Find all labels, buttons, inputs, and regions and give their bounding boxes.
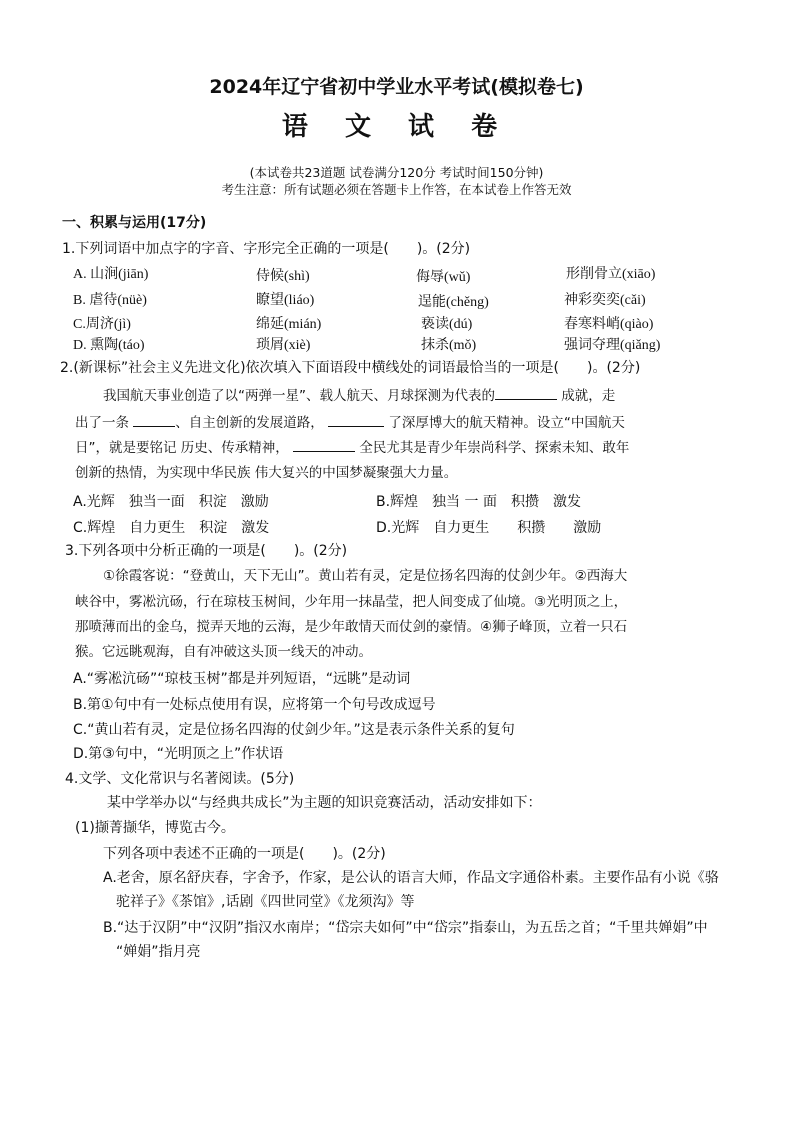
q1-row-d-col1: D. 熏陶(táo): [73, 338, 145, 353]
q3-passage-line: 那喷薄而出的金乌，搅弄天地的云海，是少年敢情天而仗剑的豪情。④狮子峰顶，立着一只石: [75, 619, 628, 635]
q1-row-d-col4: 强词夺理(qiǎng): [564, 338, 661, 353]
answer-blank: [133, 413, 175, 427]
q4-intro: 某中学举办以“与经典共成长”为主题的知识竞赛活动，活动安排如下：: [107, 795, 542, 811]
subject-title: 语 文 试 卷: [281, 112, 512, 142]
q4-option-b-line2: “婵娟”指月亮: [116, 944, 201, 960]
question-1-stem: 1.下列词语中加点字的字音、字形完全正确的一项是( )。(2分): [62, 241, 471, 257]
q1-row-b-col2: 瞭望(liáo): [256, 293, 315, 308]
q3-passage-line: 猴。它远眺观海，自有冲破这头顶一线天的冲动。: [75, 644, 372, 660]
q2-option-d: D.光辉 自力更生 积攒 激励: [376, 520, 602, 536]
q1-row-b-col4: 神彩奕奕(cǎi): [564, 293, 646, 308]
question-4-stem: 4.文学、文化常识与名著阅读。(5分): [65, 771, 295, 787]
question-2-stem: 2.(新课标”社会主义先进文化)依次填入下面语段中横线处的词语最恰当的一项是( )。(2分): [60, 360, 641, 376]
q4-option-b-line1: B.“达于汉阴”中“汉阴”指汉水南岸；“岱宗夫如何”中“岱宗”指泰山，为五岳之首；“千里共婵娟”中: [103, 920, 708, 936]
q1-row-a-col1: A. 山涧(jiān): [73, 267, 149, 282]
q2-option-a: A.光辉 独当一面 积淀 激励: [73, 494, 269, 510]
q1-row-c-col3: 亵读(dú): [421, 317, 473, 332]
q4-subquestion-1: (1)撷菁撷华，博览古今。: [75, 820, 235, 836]
question-3-stem: 3.下列各项中分析正确的一项是( )。(2分): [65, 543, 348, 559]
answer-blank: [328, 413, 384, 427]
exam-notice: 考生注意：所有试题必须在答题卡上作答，在本试卷上作答无效: [221, 182, 572, 197]
q2-passage-line: 创新的热情，为实现中华民族 伟大复兴的中国梦凝聚强大力量。: [75, 465, 458, 481]
q4-sub1-stem: 下列各项中表述不正确的一项是( )。(2分): [103, 846, 386, 862]
q3-option-c: C.“黄山若有灵，定是位扬名四海的仗剑少年。”这是表示条件关系的复句: [73, 722, 515, 738]
answer-blank: [293, 438, 355, 452]
section-heading: 一、积累与运用(17分): [62, 215, 207, 231]
q1-row-a-col2: 侍候(shì): [256, 269, 310, 284]
q3-passage-line: ①徐霞客说：“登黄山，天下无山”。黄山若有灵，定是位扬名四海的仗剑少年。②西海大: [103, 568, 628, 584]
answer-blank: [495, 386, 557, 400]
q1-row-c-col4: 春寒料峭(qiào): [564, 317, 654, 332]
q1-row-c-col2: 绵延(mián): [256, 317, 322, 332]
q1-row-b-col3: 逞能(chěng): [418, 295, 489, 310]
q3-option-a: A.“雾凇沆砀”“琼枝玉树”都是并列短语，“远眺”是动词: [73, 671, 411, 687]
q2-passage-line: 我国航天事业创造了以“两弹一星”、载人航天、月球探测为代表的 成就，走: [103, 388, 616, 404]
q3-passage-line: 峡谷中，雾凇沆砀，行在琼枝玉树间，少年用一抹晶莹，把人间变成了仙境。③光明顶之上，: [75, 594, 628, 610]
q4-option-a-line2: 驼祥子》《茶馆》,话剧《四世同堂》《龙须沟》等: [116, 894, 415, 910]
q1-row-d-col3: 抹杀(mǒ): [421, 338, 477, 353]
q3-option-b: B.第①句中有一处标点使用有误，应将第一个句号改成逗号: [73, 697, 436, 713]
q1-row-a-col3: 侮辱(wǔ): [416, 270, 471, 285]
q1-row-a-col4: 形削骨立(xiāo): [566, 267, 656, 282]
q2-option-c: C.辉煌 自力更生 积淀 激发: [73, 520, 270, 536]
q2-option-b: B.辉煌 独当 一 面 积攒 激发: [376, 494, 581, 510]
q2-passage-line: 日”，就是要铭记 历史、传承精神， 全民尤其是青少年崇尚科学、探索未知、敢年: [75, 440, 630, 456]
q1-row-d-col2: 琐屑(xiè): [256, 338, 311, 353]
q1-row-b-col1: B. 虐待(nüè): [73, 293, 147, 308]
q4-option-a-line1: A.老舍，原名舒庆春，字舍予，作家，是公认的语言大师，作品文字通俗朴素。主要作品有小说《骆: [103, 870, 719, 886]
q2-passage-line: 出了一条 、自主创新的发展道路， 了深厚博大的航天精神。设立“中国航天: [75, 415, 625, 431]
exam-title: 2024年辽宁省初中学业水平考试(模拟卷七): [209, 76, 584, 98]
q1-row-c-col1: C.周济(jì): [73, 317, 131, 332]
q3-option-d: D.第③句中，“光明顶之上”作状语: [73, 746, 284, 762]
exam-info: (本试卷共23道题 试卷满分120分 考试时间150分钟): [249, 165, 544, 180]
